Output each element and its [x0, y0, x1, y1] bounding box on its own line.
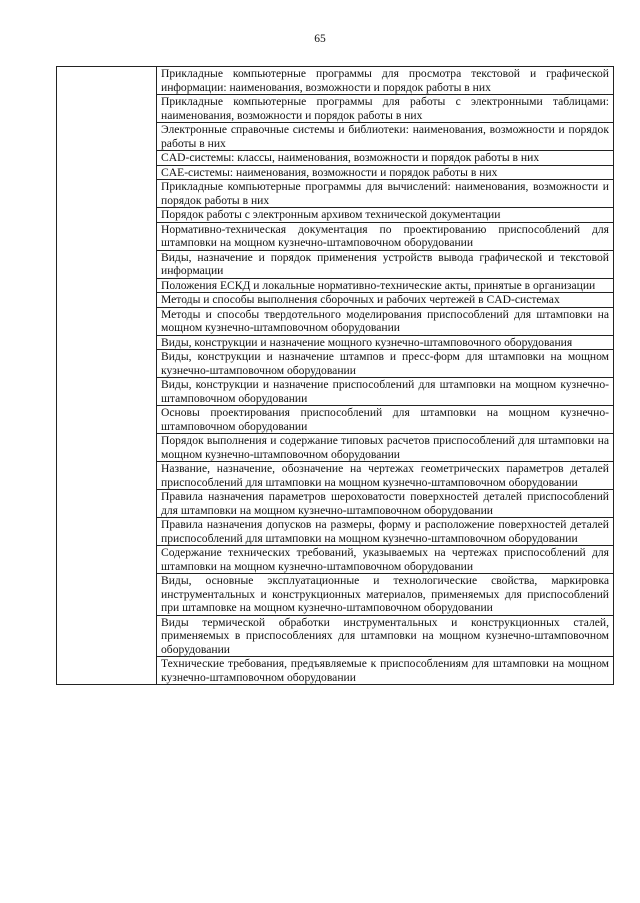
knowledge-item: Положения ЕСКД и локальные нормативно-технические акты, принятые в организации — [157, 278, 614, 293]
knowledge-item: Методы и способы выполнения сборочных и рабочих чертежей в CAD-системах — [157, 293, 614, 308]
knowledge-item: Виды, основные эксплуатационные и технологические свойства, маркировка инструментальных и конструкционных материалов, применяемых для приспособлений при штамповке на мощном кузнечно-штамповочном оборудовании — [157, 574, 614, 616]
knowledge-item: Порядок работы с электронным архивом технической документации — [157, 208, 614, 223]
page-number: 65 — [314, 33, 326, 45]
category-cell — [57, 67, 157, 685]
knowledge-item: CAD-системы: классы, наименования, возможности и порядок работы в них — [157, 151, 614, 166]
knowledge-item: Прикладные компьютерные программы для работы с электронными таблицами: наименования, возможности и порядок работы в них — [157, 95, 614, 123]
knowledge-item: Виды термической обработки инструментальных и конструкционных сталей, применяемых в приспособлениях для штамповки на мощном кузнечно-штамповочном оборудовании — [157, 615, 614, 657]
knowledge-item: Название, назначение, обозначение на чертежах геометрических параметров деталей приспособлений для штамповки на мощном кузнечно-штамповочном оборудовании — [157, 462, 614, 490]
knowledge-item: Содержание технических требований, указываемых на чертежах приспособлений для штамповки на мощном кузнечно-штамповочном оборудовании — [157, 546, 614, 574]
knowledge-item: Виды, конструкции и назначение штампов и пресс-форм для штамповки на мощном кузнечно-штамповочном оборудовании — [157, 350, 614, 378]
requirements-table — [56, 66, 614, 685]
knowledge-item: Методы и способы твердотельного моделирования приспособлений для штамповки на мощном кузнечно-штамповочном оборудовании — [157, 307, 614, 335]
knowledge-item: Прикладные компьютерные программы для просмотра текстовой и графической информации: наименования, возможности и порядок работы в них — [157, 67, 614, 95]
knowledge-item: Технические требования, предъявляемые к приспособлениям для штамповки на мощном кузнечно-штамповочном оборудовании — [157, 657, 614, 685]
knowledge-item: CAE-системы: наименования, возможности и порядок работы в них — [157, 165, 614, 180]
knowledge-item: Электронные справочные системы и библиотеки: наименования, возможности и порядок работы в них — [157, 123, 614, 151]
knowledge-item: Основы проектирования приспособлений для штамповки на мощном кузнечно-штамповочном оборудовании — [157, 406, 614, 434]
table-row — [57, 67, 614, 95]
knowledge-item: Виды, конструкции и назначение мощного кузнечно-штамповочного оборудования — [157, 335, 614, 350]
knowledge-item: Правила назначения параметров шероховатости поверхностей деталей приспособлений для штамповки на мощном кузнечно-штамповочном оборудовании — [157, 490, 614, 518]
knowledge-item: Порядок выполнения и содержание типовых расчетов приспособлений для штамповки на мощном кузнечно-штамповочном оборудовании — [157, 434, 614, 462]
table-body — [57, 67, 614, 685]
knowledge-item: Прикладные компьютерные программы для вычислений: наименования, возможности и порядок работы в них — [157, 180, 614, 208]
knowledge-item: Виды, назначение и порядок применения устройств вывода графической и текстовой информации — [157, 250, 614, 278]
knowledge-item: Нормативно-техническая документация по проектированию приспособлений для штамповки на мощном кузнечно-штамповочном оборудовании — [157, 222, 614, 250]
knowledge-item: Правила назначения допусков на размеры, форму и расположение поверхностей деталей приспособлений для штамповки на мощном кузнечно-штамповочном оборудовании — [157, 518, 614, 546]
knowledge-item: Виды, конструкции и назначение приспособлений для штамповки на мощном кузнечно-штамповочном оборудовании — [157, 378, 614, 406]
